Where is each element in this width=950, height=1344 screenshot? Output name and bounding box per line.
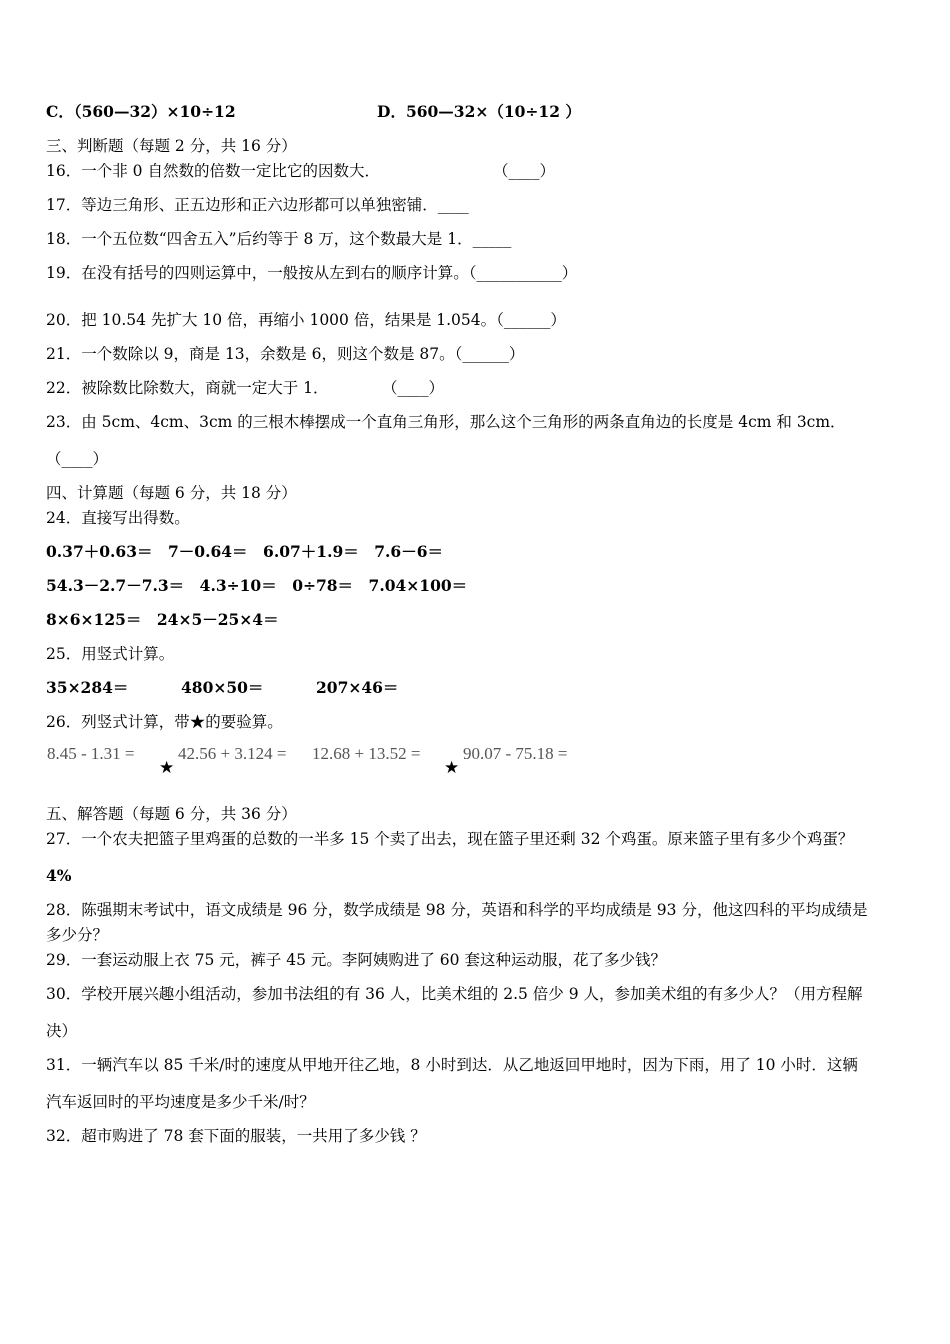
question-22-blank: （____） [382, 379, 445, 397]
question-16-blank: （____） [493, 162, 556, 180]
question-30-line-2: 决） [46, 1022, 78, 1040]
question-28-line-1: 28．陈强期末考试中，语文成绩是 96 分，数学成绩是 98 分，英语和科学的平均成绩是 93 分，他这四科的平均成绩是 [46, 901, 868, 919]
question-22: 22．被除数比除数大，商就一定大于 1． [46, 379, 329, 397]
question-17: 17．等边三角形、正五边形和正六边形都可以单独密铺．____ [46, 196, 469, 214]
question-25-item-1: 35×284＝ [46, 678, 129, 697]
question-27-extra: 4% [46, 866, 72, 885]
section-3-title: 三、判断题（每题 2 分，共 16 分） [46, 137, 297, 155]
question-23-blank: （____） [46, 450, 109, 468]
option-c: C．（560—32）×10÷12 [46, 102, 236, 121]
question-25-item-2: 480×50＝ [181, 678, 264, 697]
question-25: 25．用竖式计算。 [46, 645, 175, 663]
question-30-line-1: 30．学校开展兴趣小组活动，参加书法组的有 36 人，比美术组的 2.5 倍少 9 人，参加美术组的有多少人？（用方程解 [46, 985, 863, 1003]
question-27: 27．一个农夫把篮子里鸡蛋的总数的一半多 15 个卖了出去，现在篮子里还剩 32 个鸡蛋。原来篮子里有多少个鸡蛋？ [46, 830, 854, 848]
question-24-row-2: 54.3－2.7－7.3＝ 4.3÷10＝ 0÷78＝ 7.04×100＝ [46, 576, 468, 595]
question-28-line-2: 多少分？ [46, 926, 109, 944]
question-23: 23．由 5cm、4cm、3cm 的三根木棒摆成一个直角三角形，那么这个三角形的两条直角边的长度是 4cm 和 3cm． [46, 413, 846, 431]
question-24-row-1: 0.37＋0.63＝ 7－0.64＝ 6.07＋1.9＝ 7.6－6＝ [46, 542, 444, 561]
question-21: 21．一个数除以 9，商是 13，余数是 6，则这个数是 87。（______） [46, 345, 525, 363]
question-26: 26．列竖式计算，带★的要验算。 [46, 713, 283, 731]
question-24-row-3: 8×6×125＝ 24×5－25×4＝ [46, 610, 279, 629]
star-icon: ★ [159, 758, 175, 778]
option-d: D．560—32×（10÷12 ） [377, 102, 581, 121]
question-29: 29．一套运动服上衣 75 元，裤子 45 元。李阿姨购进了 60 套这种运动服，花了多少钱？ [46, 951, 666, 969]
question-20: 20．把 10.54 先扩大 10 倍，再缩小 1000 倍，结果是 1.054。（______） [46, 311, 566, 329]
question-26-expr-1: 8.45 - 1.31 = [47, 744, 135, 763]
question-18: 18．一个五位数“四舍五入”后约等于 8 万，这个数最大是 1．_____ [46, 230, 512, 248]
question-26-expr-2: 42.56 + 3.124 = [178, 744, 287, 763]
question-31-line-1: 31．一辆汽车以 85 千米/时的速度从甲地开往乙地，8 小时到达．从乙地返回甲地时，因为下雨，用了 10 小时．这辆 [46, 1056, 858, 1074]
question-31-line-2: 汽车返回时的平均速度是多少千米/时？ [46, 1093, 315, 1111]
section-5-title: 五、解答题（每题 6 分，共 36 分） [46, 805, 297, 823]
question-26-expr-3: 12.68 + 13.52 = [312, 744, 421, 763]
question-24: 24．直接写出得数。 [46, 509, 190, 527]
question-32: 32．超市购进了 78 套下面的服装，一共用了多少钱 ？ [46, 1127, 426, 1145]
section-4-title: 四、计算题（每题 6 分，共 18 分） [46, 484, 297, 502]
question-16: 16．一个非 0 自然数的倍数一定比它的因数大． [46, 162, 380, 180]
star-icon: ★ [444, 758, 460, 778]
question-19: 19．在没有括号的四则运算中，一般按从左到右的顺序计算。（___________） [46, 264, 578, 282]
question-25-item-3: 207×46＝ [316, 678, 399, 697]
question-26-expr-4: 90.07 - 75.18 = [463, 744, 568, 763]
